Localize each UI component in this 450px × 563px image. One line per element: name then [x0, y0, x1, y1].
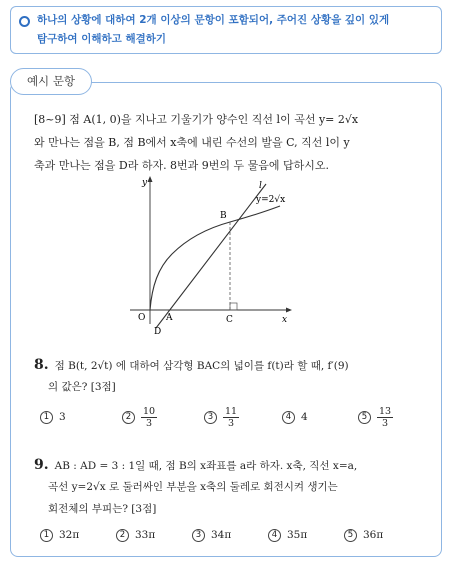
label-C: C [226, 315, 233, 325]
q8-choice-2[interactable] [122, 406, 204, 429]
objective-line-1: 하나의 상황에 대하여 2개 이상의 문항이 포함되어, 주어진 상황을 깊이 있게 [37, 14, 390, 26]
problem-intro [34, 108, 426, 177]
question-9 [34, 454, 434, 548]
choice-number-icon: 4 [268, 529, 281, 542]
choice-number-icon: 1 [40, 529, 53, 542]
choice-number-icon: 5 [358, 411, 371, 424]
q9-choice-1[interactable] [40, 529, 116, 542]
label-y: y [142, 178, 148, 188]
right-angle-mark [230, 303, 237, 310]
label-D: D [154, 327, 162, 336]
intro-line-2: 와 만나는 점을 B, 점 B에서 x축에 내린 수선의 발을 C, 직선 l이 y [34, 136, 350, 149]
choice-number-icon: 1 [40, 411, 53, 424]
q9-choice-2[interactable] [116, 529, 192, 542]
label-x: x [282, 315, 288, 325]
y-axis-arrow [148, 176, 153, 182]
label-A: A [166, 313, 173, 323]
choice-number-icon: 5 [344, 529, 357, 542]
choice-number-icon: 4 [282, 411, 295, 424]
x-axis-arrow [286, 308, 292, 313]
q8-choice-2-fraction: $\frac{10}{3}$ [143, 405, 156, 429]
q8-choice-5-fraction: $\frac{13}{3}$ [379, 405, 392, 429]
label-curve: y=2√x [256, 195, 286, 205]
q8-choice-1[interactable] [40, 411, 122, 424]
q9-choice-4[interactable] [268, 529, 344, 542]
q9-choice-1-value: 32π [59, 529, 80, 541]
q8-line-2: 의 값은? [3점] [48, 381, 116, 393]
choice-number-icon: 2 [116, 529, 129, 542]
intro-line-3: 축과 만나는 점을 D라 하자. 8번과 9번의 두 물음에 답하시오. [34, 159, 330, 172]
q8-line-1: 점 B(t, 2√t) 에 대하여 삼각형 BAC의 넓이를 f(t)라 할 때, f′(9) [54, 360, 349, 372]
q8-choice-4[interactable] [282, 411, 358, 424]
label-l: l [259, 181, 262, 191]
q8-choice-3[interactable] [204, 406, 282, 429]
intro-line-1: [8~9] 점 A(1, 0)을 지나고 기울기가 양수인 직선 l이 곡선 y= 2√x [34, 113, 359, 126]
q9-choice-2-value: 33π [135, 529, 156, 541]
q9-choice-5-value: 36π [363, 529, 384, 541]
coordinate-figure [116, 176, 302, 336]
curve-sqrt [150, 206, 280, 310]
q9-line-2: 곡선 y=2√x 로 둘러싸인 부분을 x축의 둘레로 회전시켜 생기는 [48, 481, 338, 493]
line-l [156, 184, 266, 328]
q8-number: 8. [34, 357, 49, 373]
q8-choice-4-value: 4 [301, 411, 308, 423]
q9-choice-3[interactable] [192, 529, 268, 542]
q9-choices [34, 522, 434, 548]
choice-number-icon: 3 [192, 529, 205, 542]
question-8 [34, 354, 434, 430]
bullet-ring-icon [19, 16, 30, 27]
q8-choice-3-fraction: $\frac{11}{3}$ [225, 405, 238, 429]
q9-line-3: 회전체의 부피는? [3점] [48, 503, 157, 515]
q8-choice-5[interactable] [358, 406, 418, 429]
label-O: O [138, 313, 146, 323]
q9-choice-4-value: 35π [287, 529, 308, 541]
example-tab-label: 예시 문항 [10, 68, 92, 95]
q9-number: 9. [34, 457, 49, 473]
q8-choices [34, 404, 434, 430]
q9-line-1: AB : AD = 3 : 1일 때, 점 B의 x좌표를 a라 하자. x축, 직선 x=a, [54, 460, 358, 472]
q8-choice-1-value: 3 [59, 411, 66, 423]
objective-box [10, 6, 442, 54]
choice-number-icon: 2 [122, 411, 135, 424]
q9-choice-3-value: 34π [211, 529, 232, 541]
objective-line-2: 탐구하여 이해하고 해결하기 [37, 33, 167, 45]
q9-choice-5[interactable] [344, 529, 414, 542]
label-B: B [220, 211, 227, 221]
choice-number-icon: 3 [204, 411, 217, 424]
